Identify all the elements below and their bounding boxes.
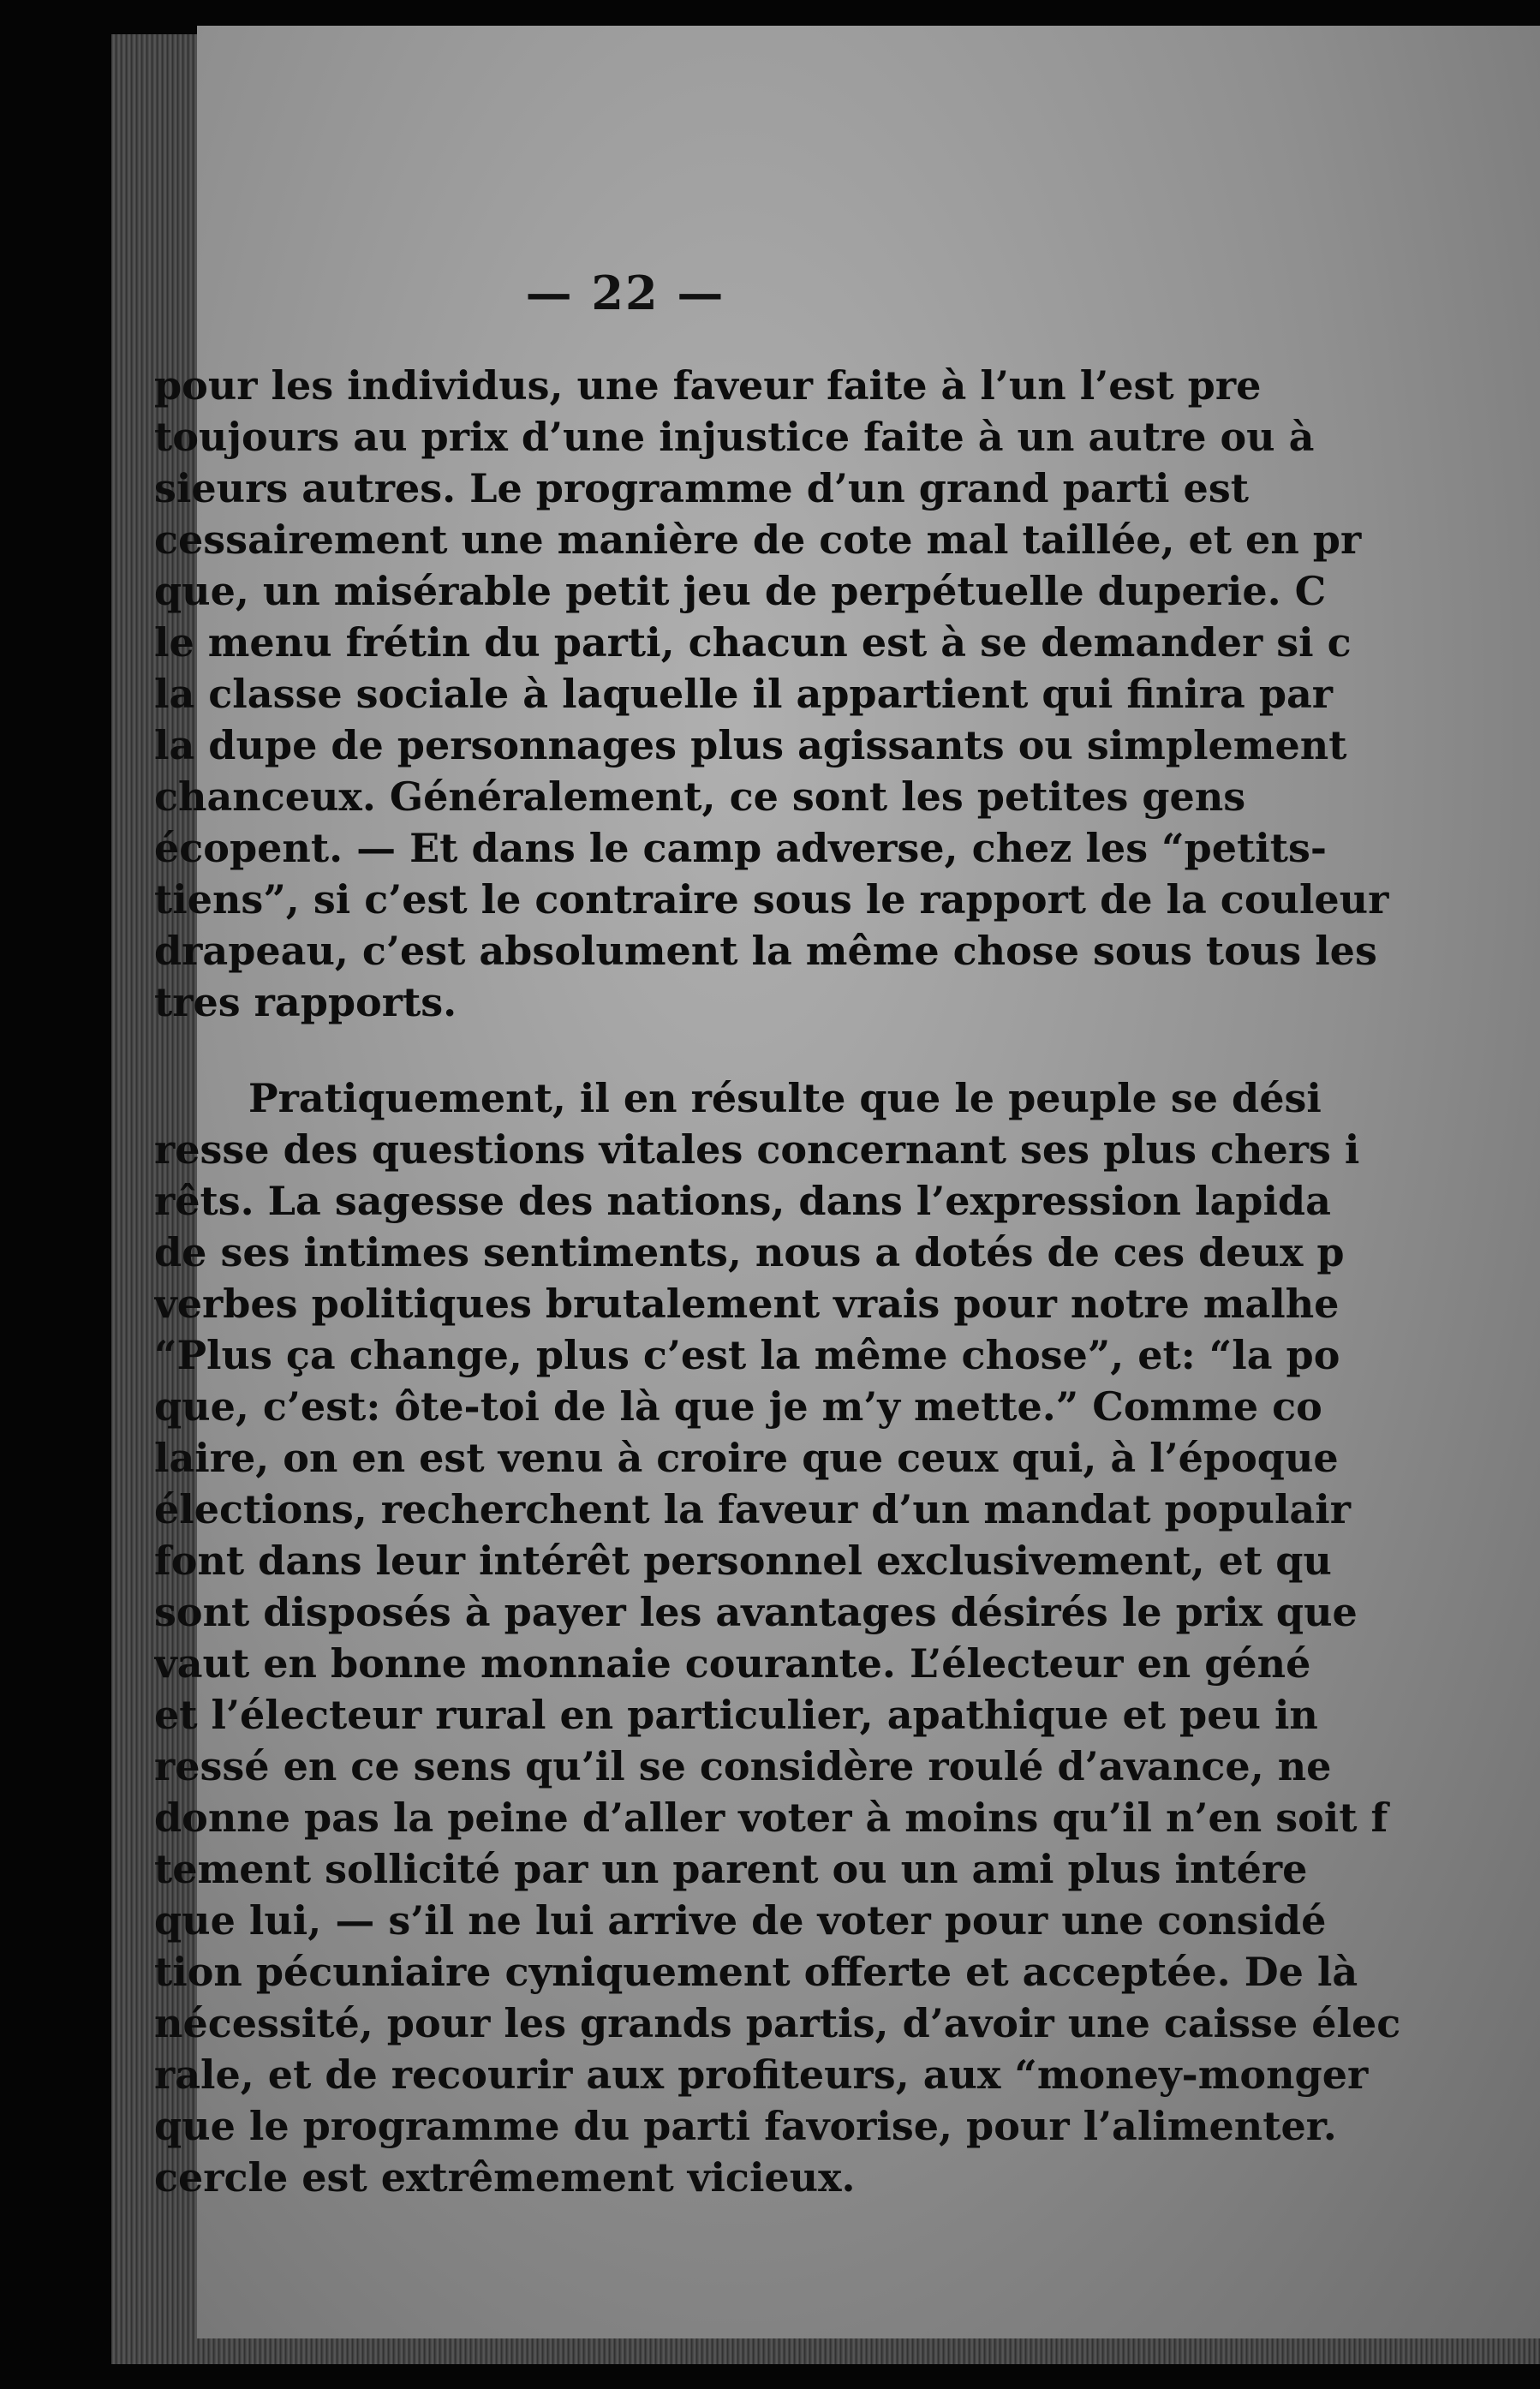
text-line: donne pas la peine d’aller voter à moins qu’il n’en soit f xyxy=(154,1795,1388,1841)
text-line: font dans leur intérêt personnel exclusivement, et qu xyxy=(154,1538,1332,1584)
text-line: drapeau, c’est absolument la même chose sous tous les xyxy=(154,928,1377,974)
text-line: élections, recherchent la faveur d’un mandat populair xyxy=(154,1486,1351,1532)
text-line: que, un misérable petit jeu de perpétuelle duperie. C xyxy=(154,568,1327,614)
text-line: pour les individus, une faveur faite à l’un l’est pre xyxy=(154,362,1262,409)
paragraph-2 xyxy=(154,1072,1540,2203)
paragraph-1 xyxy=(154,360,1540,1028)
text-line: ressé en ce sens qu’il se considère roulé d’avance, ne xyxy=(154,1743,1332,1789)
text-line: sieurs autres. Le programme d’un grand parti est xyxy=(154,465,1249,511)
text-line: cercle est extrêmement vicieux. xyxy=(154,2154,856,2201)
text-line: cessairement une manière de cote mal taillée, et en pr xyxy=(154,517,1362,563)
text-line: que, c’est: ôte-toi de là que je m’y mette.” Comme co xyxy=(154,1383,1322,1430)
text-line: Pratiquement, il en résulte que le peuple se dési xyxy=(248,1075,1322,1121)
text-line: nécessité, pour les grands partis, d’avoir une caisse élec xyxy=(154,2000,1401,2046)
text-line: tres rapports. xyxy=(154,979,457,1025)
text-line: sont disposés à payer les avantages désirés le prix que xyxy=(154,1589,1358,1635)
text-line: toujours au prix d’une injustice faite à un autre ou à xyxy=(154,414,1315,460)
text-line: le menu frétin du parti, chacun est à se demander si c xyxy=(154,619,1352,666)
text-line: rêts. La sagesse des nations, dans l’expression lapida xyxy=(154,1178,1331,1224)
text-line: écopent. — Et dans le camp adverse, chez les “petits- xyxy=(154,825,1327,871)
text-line: verbes politiques brutalement vrais pour notre malhe xyxy=(154,1281,1340,1327)
text-line: que lui, — s’il ne lui arrive de voter pour une considé xyxy=(154,1897,1327,1944)
text-line: “Plus ça change, plus c’est la même chose”, et: “la po xyxy=(154,1332,1340,1378)
text-line: vaut en bonne monnaie courante. L’électeur en géné xyxy=(154,1640,1311,1687)
text-line: la dupe de personnages plus agissants ou simplement xyxy=(154,722,1347,768)
text-line: rale, et de recourir aux profiteurs, aux “money-monger xyxy=(154,2052,1369,2098)
text-line: tion pécuniaire cyniquement offerte et acceptée. De là xyxy=(154,1949,1358,1995)
page-number: — 22 — xyxy=(525,266,725,320)
page-text xyxy=(154,360,1540,2203)
text-line: et l’électeur rural en particulier, apathique et peu in xyxy=(154,1692,1318,1738)
text-line: que le programme du parti favorise, pour l’alimenter. xyxy=(154,2103,1337,2149)
text-line: laire, on en est venu à croire que ceux qui, à l’époque xyxy=(154,1435,1339,1481)
text-line: resse des questions vitales concernant ses plus chers i xyxy=(154,1126,1360,1173)
text-line: chanceux. Généralement, ce sont les petites gens xyxy=(154,773,1246,820)
text-line: tement sollicité par un parent ou un ami plus intére xyxy=(154,1846,1308,1892)
text-line: de ses intimes sentiments, nous a dotés de ces deux p xyxy=(154,1229,1345,1275)
text-line: tiens”, si c’est le contraire sous le rapport de la couleur xyxy=(154,876,1389,923)
text-line: la classe sociale à laquelle il appartient qui finira par xyxy=(154,671,1334,717)
